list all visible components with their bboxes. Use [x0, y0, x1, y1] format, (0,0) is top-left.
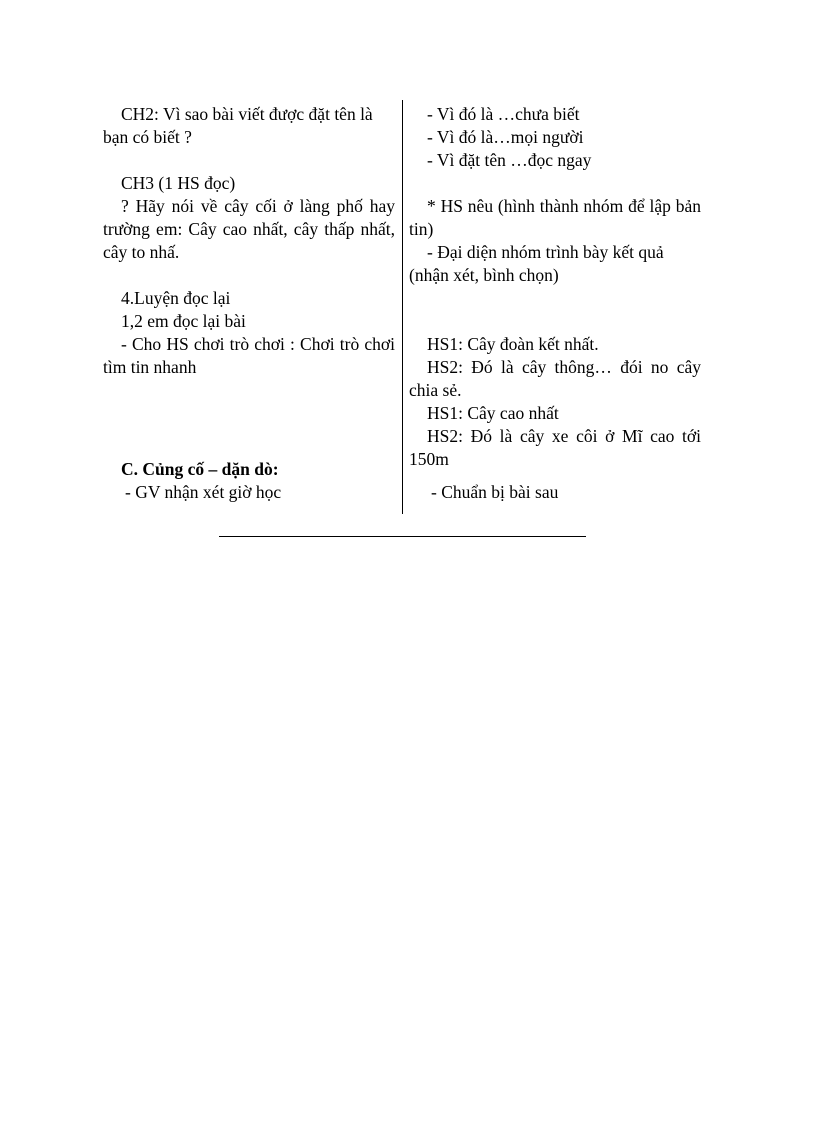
hs-present-note: - Đại diện nhóm trình bày kết quả (nhận xét, bình chọn): [409, 242, 664, 285]
prepare-next-lesson: - Chuẩn bị bài sau: [431, 482, 559, 502]
practice-game: - Cho HS chơi trò chơi : Chơi trò chơi tìm tin nhanh: [103, 334, 395, 377]
hs2-answer-b: HS2: Đó là cây xe côi ở Mĩ cao tới 150m: [409, 426, 701, 469]
teacher-activities-column: [103, 103, 395, 504]
hs1-answer-b: HS1: Cây cao nhất: [427, 403, 559, 423]
answer-3: - Vì đặt tên …đọc ngay: [427, 150, 592, 170]
practice-read: 1,2 em đọc lại bài: [121, 311, 246, 331]
ch2-question-line1: CH2: Vì sao bài viết được đặt tên là: [121, 104, 373, 124]
practice-heading: 4.Luyện đọc lại: [121, 288, 231, 308]
answer-1: - Vì đó là …chưa biết: [427, 104, 580, 124]
hs2-answer-a: HS2: Đó là cây thông… đói no cây chia sẻ.: [409, 357, 701, 400]
column-divider: [402, 100, 403, 514]
end-rule: [219, 536, 586, 537]
section-c-heading: C. Củng cố – dặn dò:: [121, 459, 279, 479]
hs-group-note: * HS nêu (hình thành nhóm để lập bản tin): [409, 196, 701, 239]
section-c-item: - GV nhận xét giờ học: [125, 482, 282, 502]
answer-2: - Vì đó là…mọi người: [427, 127, 584, 147]
ch3-question: ? Hãy nói về cây cối ở làng phố hay trường em: Cây cao nhất, cây thấp nhất, cây to nhấ.: [103, 196, 395, 262]
ch2-question-line2: bạn có biết ?: [103, 127, 192, 147]
student-activities-column: [409, 103, 701, 504]
hs1-answer-a: HS1: Cây đoàn kết nhất.: [427, 334, 599, 354]
ch3-heading: CH3 (1 HS đọc): [121, 173, 236, 193]
